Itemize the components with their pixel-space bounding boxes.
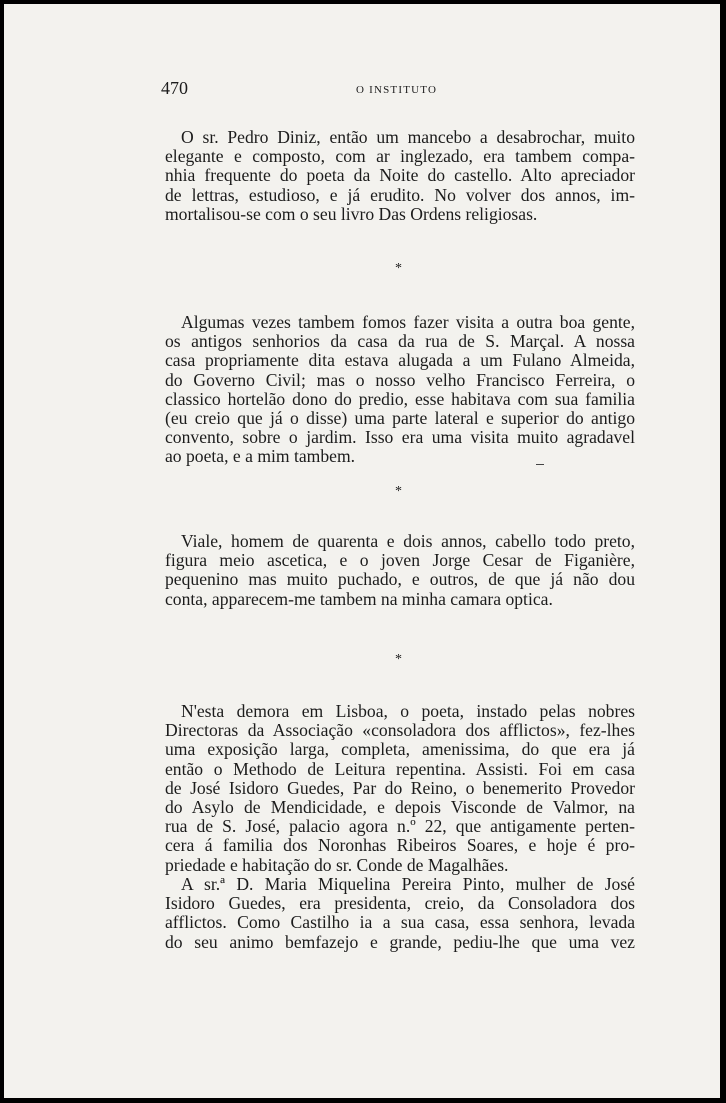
text-line: classico hortelão dono do predio, esse habitava com sua familia [165, 388, 635, 409]
text-line: de José Isidoro Guedes, Par do Reino, o benemerito Provedor [165, 777, 635, 798]
text-line: priedade e habitação do sr. Conde de Magalhães. [165, 854, 509, 875]
text-line: figura meio ascetica, e o joven Jorge Cesar de Figanière, [165, 550, 635, 571]
text-line: O sr. Pedro Diniz, então um mancebo a desabrochar, muito [181, 127, 635, 147]
section-separator: * [395, 261, 402, 276]
paragraph-viale [165, 532, 635, 609]
text-line: uma exposição larga, completa, amenissima, do que era já [165, 739, 635, 760]
section-separator: * [395, 652, 402, 667]
text-line: nhia frequente do poeta da Noite do castello. Alto apreciador [165, 165, 635, 186]
text-line: do Asylo de Mendicidade, e depois Visconde de Valmor, na [165, 796, 635, 817]
paragraph-visita [165, 313, 635, 467]
text-line: cera á familia dos Noronhas Ribeiros Soares, e hoje é pro- [165, 835, 635, 856]
stray-mark [536, 464, 544, 465]
text-line: do Governo Civil; mas o nosso velho Francisco Ferreira, o [165, 369, 635, 390]
text-line: mortalisou-se com o seu livro Das Ordens religiosas. [165, 203, 538, 224]
text-line: afflictos. Como Castilho ia a sua casa, essa senhora, levada [165, 912, 635, 933]
text-line: então o Methodo de Leitura repentina. Assisti. Foi em casa [165, 758, 635, 779]
text-line: pequenino mas muito puchado, e outros, de que já não dou [165, 569, 635, 590]
book-page [4, 4, 720, 1098]
page-number: 470 [161, 78, 188, 98]
text-line: N'esta demora em Lisboa, o poeta, instado pelas nobres [181, 701, 635, 721]
text-line: elegante e composto, com ar inglezado, era tambem compa- [165, 146, 635, 167]
text-line: Algumas vezes tambem fomos fazer visita a outra boa gente, [181, 312, 635, 332]
text-line: rua de S. José, palacio agora n.º 22, que antigamente perten- [165, 816, 635, 837]
text-line: A sr.ª D. Maria Miquelina Pereira Pinto, mulher de José [181, 874, 635, 894]
text-line: (eu creio que já o disse) uma parte lateral e superior do antigo [165, 407, 635, 428]
text-line: do seu animo bemfazejo e grande, pediu-lhe que uma vez [165, 931, 635, 952]
text-line: Directoras da Associação «consoladora dos afflictos», fez-lhes [165, 720, 635, 741]
text-line: os antigos senhorios da casa da rua de S. Marçal. A nossa [165, 331, 635, 352]
running-head: O INSTITUTO [356, 84, 438, 96]
paragraph-maria-miquelina [165, 875, 635, 952]
text-line: Viale, homem de quarenta e dois annos, cabello todo preto, [181, 531, 635, 551]
text-line: convento, sobre o jardim. Isso era uma visita muito agradavel [165, 427, 635, 448]
text-line: Isidoro Guedes, era presidenta, creio, da Consoladora dos [165, 893, 635, 914]
section-separator: * [395, 484, 402, 499]
paragraph-pedro-diniz [165, 128, 635, 224]
paragraph-lisboa [165, 702, 635, 875]
text-line: de lettras, estudioso, e já erudito. No volver dos annos, im- [165, 184, 635, 205]
text-line: conta, apparecem-me tambem na minha camara optica. [165, 588, 553, 609]
text-line: ao poeta, e a mim tambem. [165, 446, 356, 467]
text-line: casa propriamente dita estava alugada a um Fulano Almeida, [165, 350, 635, 371]
